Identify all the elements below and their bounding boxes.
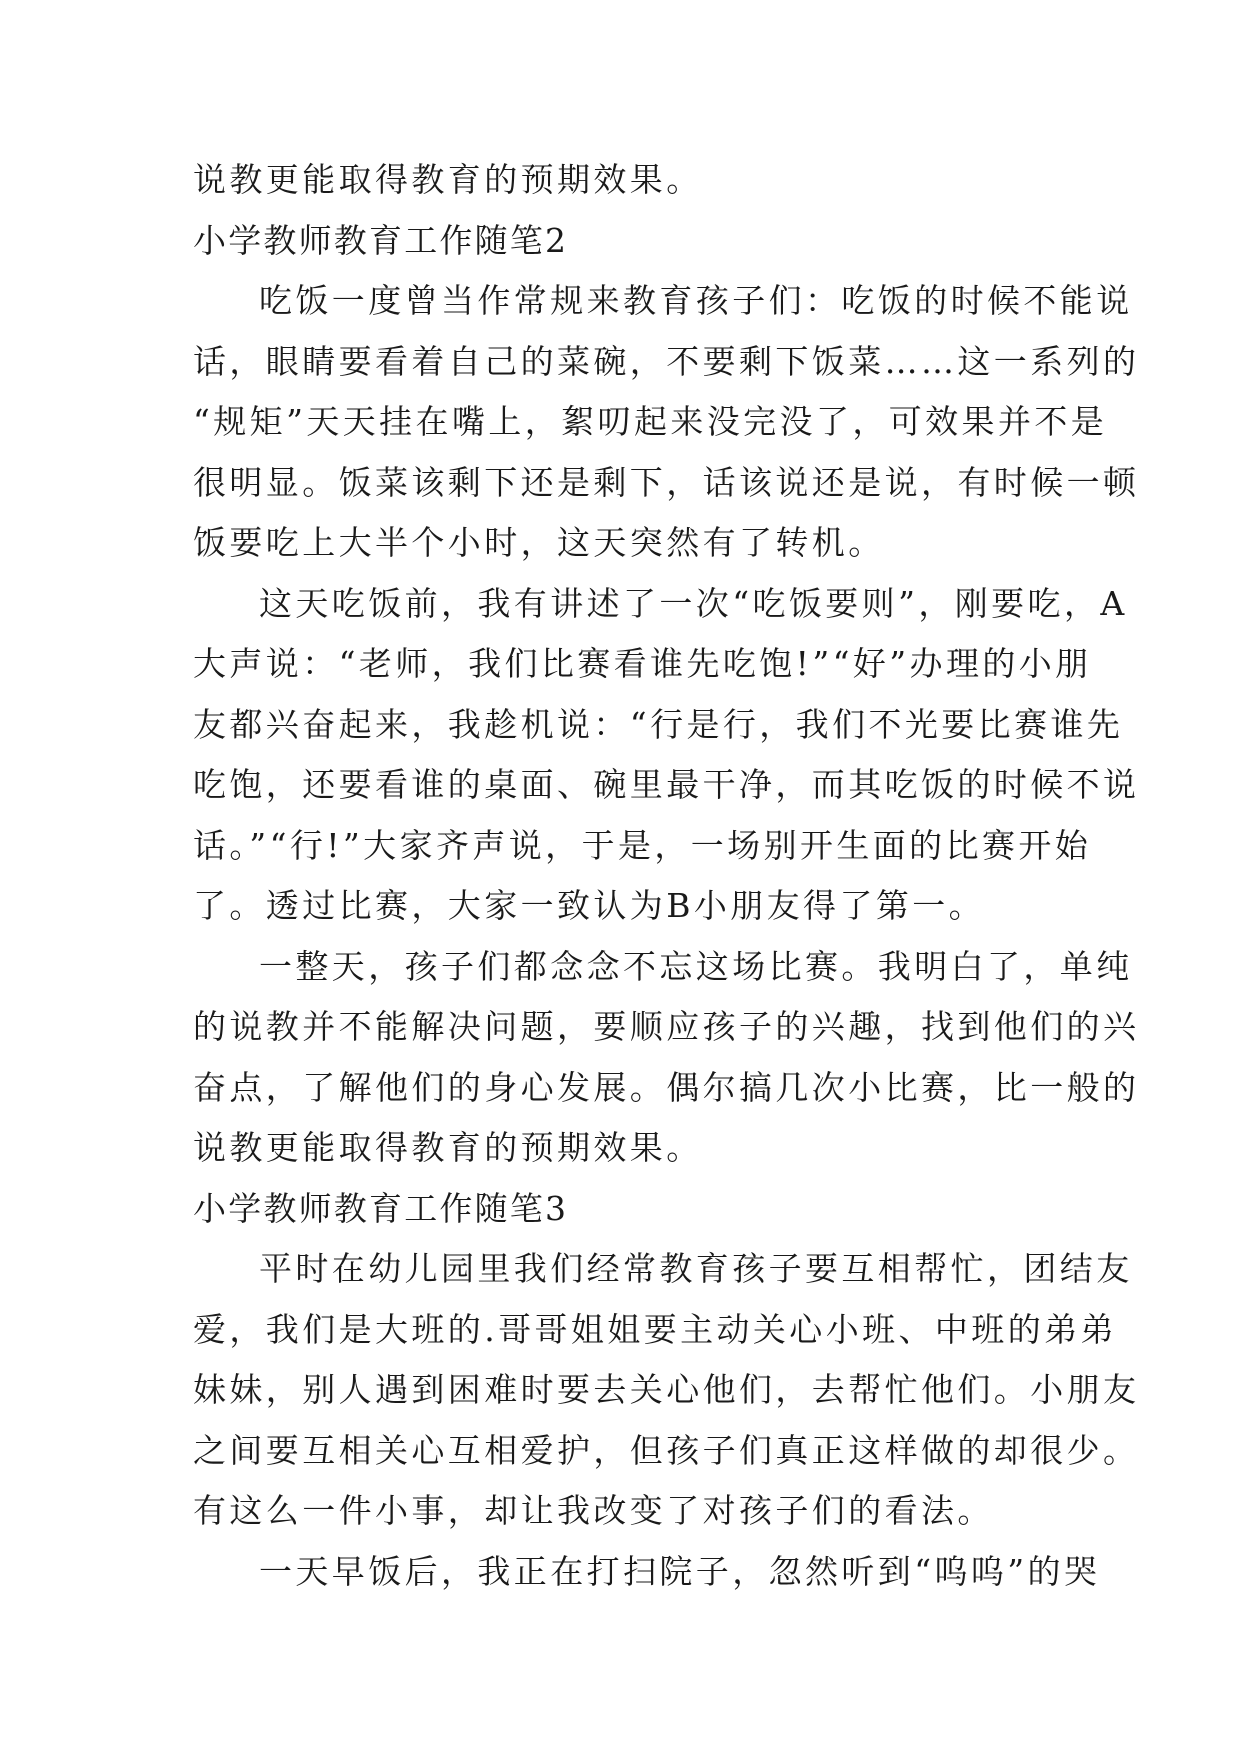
paragraph-line: 吃饱，还要看谁的桌面、碗里最干净，而其吃饭的时候不说 [193,765,1140,804]
paragraph-line: “规矩”天天挂在嘴上，絮叨起来没完没了，可效果并不是 [193,402,1108,441]
paragraph-line: 说教更能取得教育的预期效果。 [193,160,703,199]
paragraph-line: 大声说：“老师，我们比赛看谁先吃饱!”“好”办理的小朋 [193,644,1092,683]
paragraph-line: 吃饭一度曾当作常规来教育孩子们：吃饭的时候不能说 [259,281,1133,320]
section-heading: 小学教师教育工作随笔2 [193,220,569,260]
document-page [193,150,1140,1602]
paragraph-line: 说教更能取得教育的预期效果。 [193,1128,703,1167]
paragraph [193,150,1053,211]
paragraph-line: 饭要吃上大半个小时，这天突然有了转机。 [193,523,885,562]
paragraph-line: 一天早饭后，我正在打扫院子，忽然听到“呜呜”的哭 [259,1551,1101,1591]
paragraph-line: 话。”“行!”大家齐声说，于是，一场别开生面的比赛开始 [193,825,1092,865]
paragraph-line: 爱，我们是大班的.哥哥姐姐要主动关心小班、中班的弟弟 [193,1309,1117,1349]
paragraph-line: 之间要互相关心互相爱护，但孩子们真正这样做的却很少。 [193,1430,1140,1470]
paragraph-line: 一整天，孩子们都念念不忘这场比赛。我明白了，单纯 [259,946,1133,986]
paragraph-line: 这天吃饭前，我有讲述了一次“吃饭要则”，刚要吃，A [259,583,1128,623]
paragraph-line: 的说教并不能解决问题，要顺应孩子的兴趣，找到他们的兴 [193,1007,1140,1046]
paragraph [193,271,1140,574]
paragraph-line: 了。透过比赛，大家一致认为B小朋友得了第一。 [193,886,986,925]
paragraph-line: 奋点，了解他们的身心发展。偶尔搞几次小比赛，比一般的 [193,1067,1140,1107]
paragraph [193,937,1140,1179]
paragraph [193,1239,1140,1542]
section-heading: 小学教师教育工作随笔3 [193,1188,569,1228]
paragraph-line: 有这么一件小事，却让我改变了对孩子们的看法。 [193,1491,994,1530]
paragraph-line: 友都兴奋起来，我趁机说：“行是行，我们不光要比赛谁先 [193,704,1124,744]
paragraph-line: 话，眼睛要看着自己的菜碗，不要剩下饭菜……这一系列的 [193,341,1140,381]
paragraph [193,1542,1101,1603]
paragraph-line: 平时在幼儿园里我们经常教育孩子要互相帮忙，团结友 [259,1249,1133,1288]
paragraph [193,574,1140,937]
paragraph-line: 很明显。饭菜该剩下还是剩下，话该说还是说，有时候一顿 [193,462,1140,502]
paragraph-line: 妹妹，别人遇到困难时要去关心他们，去帮忙他们。小朋友 [193,1370,1140,1409]
